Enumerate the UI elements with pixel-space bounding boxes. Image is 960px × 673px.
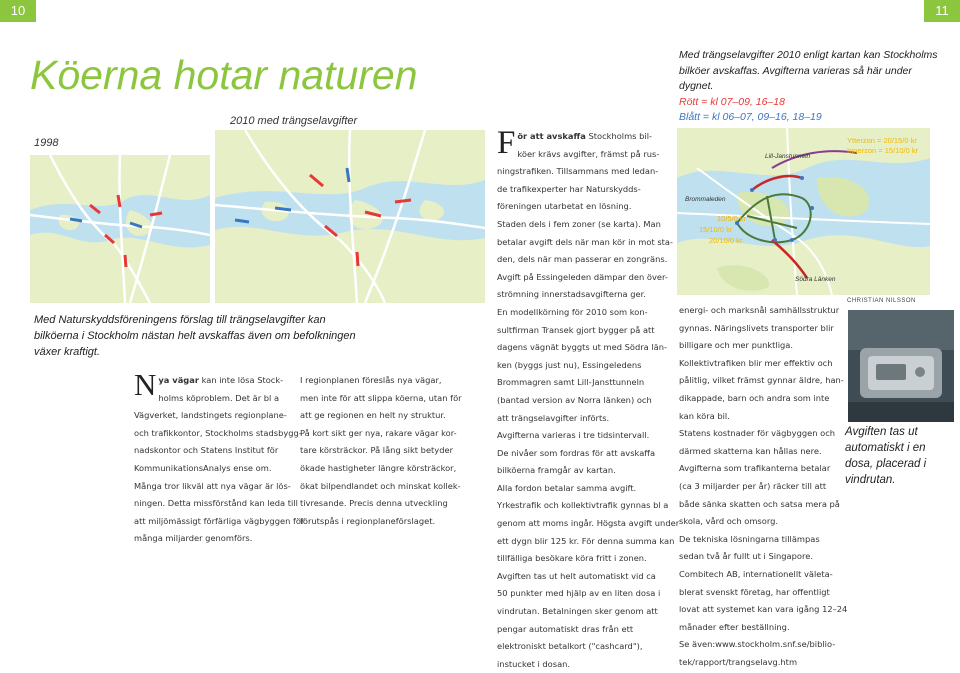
text-line: energi- och marksnål samhällsstruktur: [679, 305, 840, 315]
text-line: därmed skatterna kan hållas nere.: [679, 445, 822, 456]
column-2: [300, 372, 475, 530]
text-line: gynnas. Näringslivets transporter blir: [679, 322, 834, 333]
dropcap-n: N: [134, 367, 157, 402]
dropcap-f: F: [497, 125, 516, 161]
text-line: Combitech AB, internationellt väleta-: [679, 568, 833, 579]
page-number-left: 10: [0, 0, 36, 22]
text-line: månader efter beställning.: [679, 621, 790, 632]
text-line: Avgifterna varieras i tre tidsintervall.: [497, 430, 650, 441]
text-line: På kort sikt ger nya, rakare vägar kor-: [300, 427, 457, 438]
text-line: köer krävs avgifter, främst på rus-: [517, 148, 660, 159]
text-line: lovat att systemet kan vara igång 12–24: [679, 604, 848, 615]
col1-lead: ya vägar: [158, 375, 199, 385]
text-line: pålitlig, vilket främst gynnar äldre, han-: [679, 375, 844, 386]
fee-label-3: 20/10/0 kr: [709, 236, 743, 245]
text-line: föreningen utarbetat en lösning.: [497, 201, 632, 212]
fee-label-1: 10/5/0 kr: [717, 214, 747, 223]
text-line: både sänka skatten och satsa mera på: [679, 498, 840, 509]
text-line: 50 punkter med hjälp av en liten dosa i: [497, 588, 661, 599]
map-1998: [30, 155, 210, 303]
text-line: elektroniskt betalkort ("cashcard"),: [497, 641, 643, 652]
text-line: Statens kostnader för vägbyggen och: [679, 428, 836, 439]
text-line: Alla fordon betalar samma avgift.: [497, 482, 637, 493]
text-line: billigare och mer punktliga.: [679, 340, 794, 351]
toll-device-photo: [848, 310, 954, 422]
text-line: I regionplanen föreslås nya vägar,: [300, 375, 442, 385]
caption-line: bilköer avskaffas. Avgifterna varieras så här under dygnet.: [679, 64, 912, 92]
fee-red-times: Rött = kl 07–09, 16–18: [679, 95, 785, 108]
text-line: ökade hastigheter längre körsträckor,: [300, 462, 457, 473]
text-line: dikappade, barn och andra som inte: [679, 392, 830, 403]
text-line: ningen. Detta missförstånd kan leda till: [134, 498, 298, 509]
text-line: att ge regionen en helt ny struktur.: [300, 410, 446, 421]
text-line: bilköerna framgår av kartan.: [497, 465, 616, 476]
text-line: ken (byggs just nu), Essingeledens: [497, 359, 642, 370]
text-line: och trafikkontor, Stockholms stadsbygg-: [134, 427, 302, 438]
column-3: [497, 125, 680, 673]
text-line: ett dygn blir 125 kr. För denna summa kan: [497, 535, 675, 546]
text-line: Yrkestrafik och kollektivtrafik gynnas bl a: [497, 500, 669, 511]
map-2010: [215, 130, 485, 303]
col3-lead: ör att avskaffa: [517, 131, 586, 141]
text-line: skola, vård och omsorg.: [679, 516, 778, 527]
text-line: KommunikationsAnalys ense om.: [134, 462, 272, 473]
text-line: pengar automatiskt dras från ett: [497, 623, 634, 634]
text-line: Brommagren samt Lill-Jansttunneln: [497, 377, 645, 388]
text-line: De tekniska lösningarna tillämpas: [679, 533, 820, 544]
map-label-2010: 2010 med trängselavgifter: [230, 115, 358, 127]
fee-label-2: 15/10/0 kr: [699, 225, 733, 234]
column-1: [134, 367, 305, 548]
text-line: sultfirman Transek gjort bygger på att: [497, 324, 655, 335]
text-line: Vägverket, landstingets regionplane-: [134, 410, 287, 421]
text-line: De nivåer som fordras för att avskaffa: [497, 447, 656, 458]
text-line: Staden dels i fem zoner (se karta). Man: [497, 218, 661, 229]
photo-caption: Avgiften tas ut automatiskt i en dosa, placerad i vindrutan.: [845, 426, 927, 486]
text-line: genom att moms ingår. Högsta avgift under: [497, 518, 680, 529]
text-line: många miljarder genomförs.: [134, 533, 253, 544]
text-line: tare körsträckor. På lång sikt betyder: [300, 445, 453, 456]
text-line: ningstrafiken. Tillsammans med ledan-: [497, 166, 659, 177]
text-line: strömning innerstadsavgifterna ger.: [497, 289, 646, 300]
page-title: Köerna hotar naturen: [30, 52, 418, 98]
text-line: Stockholms bil-: [585, 131, 652, 141]
text-line: tek/rapport/trangselavg.htm: [679, 656, 798, 667]
text-line: kan köra bil.: [679, 410, 730, 421]
text-line: Avgifterna som trafikanterna betalar: [679, 463, 831, 474]
text-line: sedan två år fullt ut i Singapore.: [679, 551, 813, 562]
lill-janstunneln-label: Lill-Janstunneln: [765, 153, 811, 160]
sodra-lanken-label: Södra Länken: [795, 276, 836, 283]
text-line: Se även:www.stockholm.snf.se/biblio-: [679, 639, 836, 650]
text-line: (bantad version av Norra länken) och: [497, 394, 652, 405]
text-line: förutspås i regionplaneförslaget.: [300, 515, 436, 526]
text-line: instucket i dosan.: [497, 658, 571, 669]
text-line: dagens vägnät byggts ut med Södra län-: [497, 342, 667, 353]
text-line: tillfälliga besökare köra fritt i zonen.: [497, 553, 647, 564]
text-line: de trafikexperter har Naturskydds-: [497, 183, 641, 194]
text-line: En modellkörning för 2010 som kon-: [497, 306, 648, 317]
text-line: Många tror likväl att nya vägar är lös-: [134, 480, 291, 491]
page-number-right: 11: [924, 0, 960, 22]
map-label-1998: 1998: [34, 137, 59, 149]
zone-map: [677, 128, 930, 295]
brommaleden-label: Brommaleden: [685, 196, 726, 203]
text-line: betalar avgift dels när man kör in mot sta-: [497, 236, 674, 247]
text-line: Avgift på Essingeleden dämpar den över-: [497, 271, 668, 282]
column-4: [679, 302, 848, 671]
text-line: den, dels när man passerar en zongräns.: [497, 254, 668, 265]
text-line: holms köproblem. Det är bl a: [158, 392, 280, 403]
caption-line: Med trängselavgifter 2010 enligt kartan kan Stockholms: [679, 49, 938, 61]
ytterzon-label: Ytterzon = 20/15/0 kr: [847, 136, 917, 145]
text-line: (ca 3 miljarder per år) räcker till att: [679, 480, 827, 491]
text-line: att miljömässigt förfärliga vägbyggen för: [134, 515, 305, 526]
text-line: Avgiften tas ut helt automatiskt vid ca: [497, 570, 656, 581]
text-line: men inte för att slippa köerna, utan för: [300, 392, 462, 403]
text-line: ökat bilpendlandet och minskat kollek-: [300, 480, 461, 491]
text-line: nadskontor och Statens Institut för: [134, 445, 279, 456]
left-caption: Med Naturskyddsföreningens förslag till trängselavgifter kan bilköerna i Stockholm nästan helt avskaffas även om befolkningen växer kraftigt.: [34, 314, 356, 358]
text-line: kan inte lösa Stock-: [198, 375, 284, 385]
innerzon-label: Innerzon = 15/10/0 kr: [847, 146, 919, 155]
fee-blue-times: Blått = kl 06–07, 09–16, 18–19: [679, 111, 822, 123]
photo-credit: CHRISTIAN NILSSON: [847, 298, 916, 304]
text-line: tivresande. Precis denna utveckling: [300, 498, 448, 509]
text-line: att trängselavgifter införts.: [497, 412, 610, 423]
text-line: blerat svenskt företag, har offentligt: [679, 586, 830, 597]
text-line: vindrutan. Betalningen sker genom att: [497, 606, 658, 617]
text-line: Kollektivtrafiken blir mer effektiv och: [679, 357, 833, 368]
